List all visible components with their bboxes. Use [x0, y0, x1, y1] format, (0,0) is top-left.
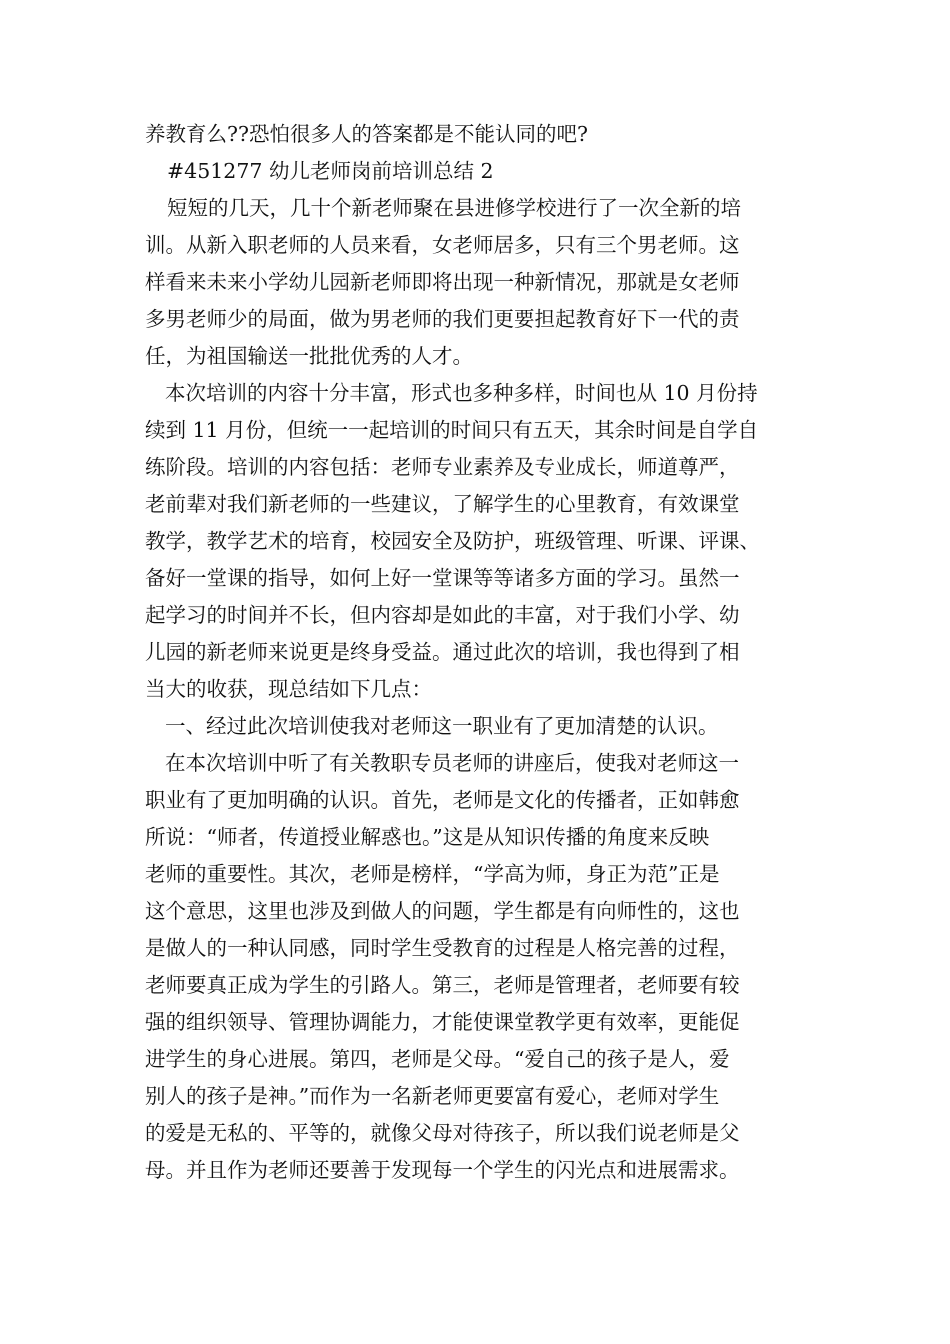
text-line: 练阶段。培训的内容包括：老师专业素养及专业成长，师道尊严，	[145, 455, 740, 479]
document-body	[145, 116, 825, 1189]
text-line: 续到 11 月份，但统一一起培训的时间只有五天，其余时间是自学自	[145, 418, 759, 442]
text-line: 当大的收获，现总结如下几点：	[145, 677, 432, 701]
text-line: 备好一堂课的指导，如何上好一堂课等等诸多方面的学习。虽然一	[145, 566, 740, 590]
text-line: 教学，教学艺术的培育，校园安全及防护，班级管理、听课、评课、	[145, 529, 760, 553]
section-heading: 一、经过此次培训使我对老师这一职业有了更加清楚的认识。	[165, 714, 719, 738]
text-line: 训。从新入职老师的人员来看，女老师居多，只有三个男老师。这	[145, 233, 740, 257]
text-line: 职业有了更加明确的认识。首先，老师是文化的传播者，正如韩愈	[145, 788, 740, 812]
text-line: 本次培训的内容十分丰富，形式也多种多样，时间也从 10 月份持	[165, 381, 758, 405]
section-heading: #451277 幼儿老师岗前培训总结 2	[167, 159, 494, 183]
text-line: 养教育么??恐怕很多人的答案都是不能认同的吧?	[145, 122, 588, 146]
text-line: 老师要真正成为学生的引路人。第三，老师是管理者，老师要有较	[145, 973, 740, 997]
text-line: 进学生的身心进展。第四，老师是父母。“爱自己的孩子是人，爱	[145, 1047, 730, 1071]
text-line: 所说：“师者，传道授业解惑也。”这是从知识传播的角度来反映	[145, 825, 710, 849]
text-line: 强的组织领导、管理协调能力，才能使课堂教学更有效率，更能促	[145, 1010, 740, 1034]
text-line: 在本次培训中听了有关教职专员老师的讲座后，使我对老师这一	[165, 751, 739, 775]
text-line: 短短的几天，几十个新老师聚在县进修学校进行了一次全新的培	[167, 196, 741, 220]
text-line: 母。并且作为老师还要善于发现每一个学生的闪光点和进展需求。	[145, 1158, 740, 1182]
text-line: 是做人的一种认同感，同时学生受教育的过程是人格完善的过程，	[145, 936, 740, 960]
text-line: 这个意思，这里也涉及到做人的问题，学生都是有向师性的，这也	[145, 899, 740, 923]
text-line: 老前辈对我们新老师的一些建议，了解学生的心里教育，有效课堂	[145, 492, 740, 516]
text-line: 起学习的时间并不长，但内容却是如此的丰富，对于我们小学、幼	[145, 603, 740, 627]
text-line: 别人的孩子是神。”而作为一名新老师更要富有爱心，老师对学生	[145, 1084, 720, 1108]
text-line: 老师的重要性。其次，老师是榜样，“学高为师，身正为范”正是	[145, 862, 720, 886]
text-line: 的爱是无私的、平等的，就像父母对待孩子，所以我们说老师是父	[145, 1121, 740, 1145]
text-line: 儿园的新老师来说更是终身受益。通过此次的培训，我也得到了相	[145, 640, 740, 664]
text-line: 多男老师少的局面，做为男老师的我们更要担起教育好下一代的责	[145, 307, 740, 331]
text-line: 样看来未来小学幼儿园新老师即将出现一种新情况，那就是女老师	[145, 270, 740, 294]
text-line: 任，为祖国输送一批批优秀的人才。	[145, 344, 473, 368]
